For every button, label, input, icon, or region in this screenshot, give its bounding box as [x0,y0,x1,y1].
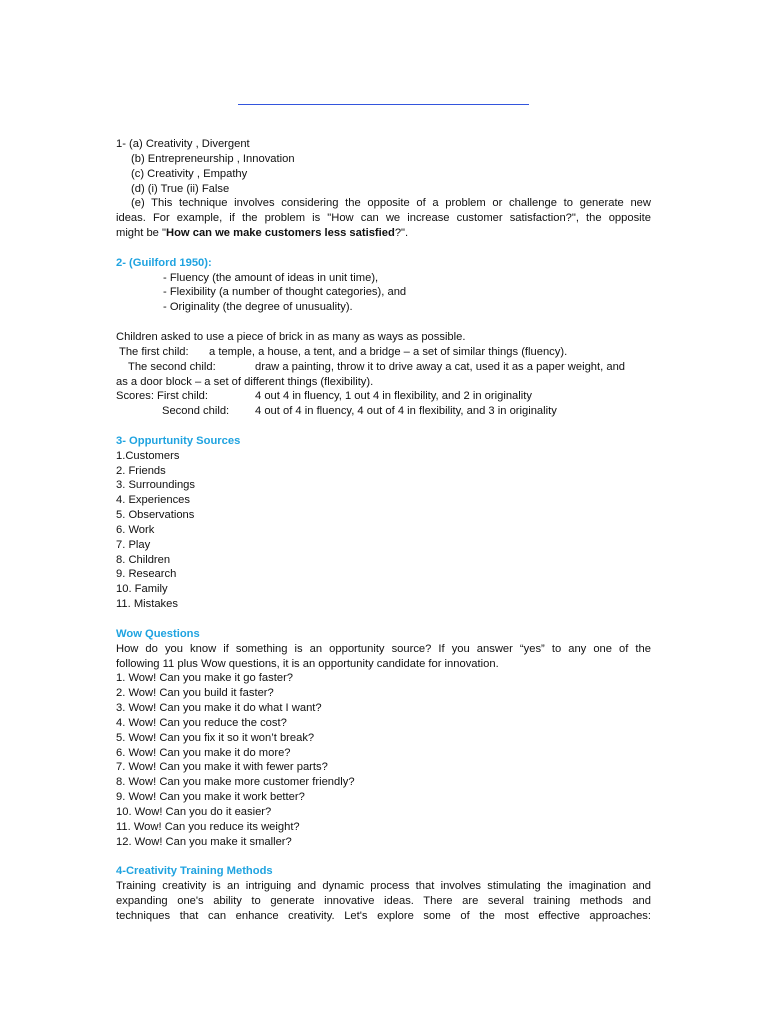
second-child-label: The second child: [128,360,216,373]
list-item: 11. Mistakes [116,598,178,611]
list-item: 4. Experiences [116,494,191,507]
scores-second-line [116,404,651,419]
answer-1d: (d) (i) True (ii) False [131,182,230,195]
guilford-item: - Flexibility (a number of thought categories), and [163,286,407,299]
document-body [116,137,651,924]
training-paragraph-line-3: techniques that can enhance creativity. Let's explore some of the most effective approaches: [116,909,651,922]
first-child-label: The first child: [119,345,189,358]
answer-1e-post: ?". [394,227,409,240]
wow-item: 4. Wow! Can you reduce the cost? [116,716,287,729]
wow-item: 11. Wow! Can you reduce its weight? [116,820,300,833]
scores-second-text: 4 out of 4 in fluency, 4 out of 4 in flexibility, and 3 in originality [255,405,557,418]
wow-item: 6. Wow! Can you make it do more? [116,746,291,759]
scores-second-label: Second child: [162,405,230,418]
scores-first-line [116,389,651,404]
second-child-line-2: as a door block – a set of different things (flexibility). [116,375,374,388]
second-child-text: draw a painting, throw it to drive away a cat, used it as a paper weight, and [255,360,626,373]
wow-item: 8. Wow! Can you make more customer friendly? [116,776,355,789]
answer-1b: (b) Entrepreneurship , Innovation [131,152,295,165]
scores-first-text: 4 out 4 in fluency, 1 out 4 in flexibility, and 2 in originality [255,390,532,403]
heading-wow-questions: Wow Questions [116,627,200,640]
wow-item: 7. Wow! Can you make it with fewer parts? [116,761,328,774]
children-intro: Children asked to use a piece of brick in as many as ways as possible. [116,330,466,343]
list-item: 2. Friends [116,464,166,477]
scores-first-label: Scores: First child: [116,390,209,403]
answer-1e-line-1: (e) This technique involves considering the opposite of a problem or challenge to generate new [131,197,651,210]
wow-item: 2. Wow! Can you build it faster? [116,687,274,700]
heading-guilford: 2- (Guilford 1950): [116,256,212,269]
first-child-text: a temple, a house, a tent, and a bridge – a set of similar things (fluency). [209,345,568,358]
list-item: 7. Play [116,538,151,551]
list-item: 8. Children [116,553,171,566]
list-item: 6. Work [116,523,155,536]
training-paragraph-line-2: expanding one's ability to generate innovative ideas. There are several training methods and [116,895,651,908]
list-item: 1.Customers [116,449,180,462]
wow-item: 9. Wow! Can you make it work better? [116,791,305,804]
heading-training-methods: 4-Creativity Training Methods [116,865,273,878]
list-item: 10. Family [116,583,168,596]
top-rule [238,104,529,105]
wow-item: 3. Wow! Can you make it do what I want? [116,702,322,715]
guilford-item: - Fluency (the amount of ideas in unit time), [163,271,379,284]
wow-item: 12. Wow! Can you make it smaller? [116,835,292,848]
first-child-line [116,345,651,360]
list-item: 5. Observations [116,509,195,522]
wow-item: 5. Wow! Can you fix it so it won’t break? [116,731,315,744]
answer-1a: 1- (a) Creativity , Divergent [116,138,250,150]
answer-1c: (c) Creativity , Empathy [131,167,248,180]
answer-1e-line-2: ideas. For example, if the problem is "How can we increase customer satisfaction?", the opposite [116,212,651,225]
list-item: 3. Surroundings [116,479,195,492]
wow-intro-line-1: How do you know if something is an opportunity source? If you answer “yes” to any one of the [116,642,651,655]
wow-item: 1. Wow! Can you make it go faster? [116,672,294,685]
wow-item: 10. Wow! Can you do it easier? [116,805,272,818]
second-child-line [116,360,651,375]
wow-intro-line-2: following 11 plus Wow questions, it is an opportunity candidate for innovation. [116,657,499,670]
heading-opportunity-sources: 3- Oppurtunity Sources [116,434,241,447]
answer-1e-line-3 [116,226,651,241]
answer-1e-bold: How can we make customers less satisfied [166,227,395,240]
guilford-item: - Originality (the degree of unusuality). [163,301,353,314]
training-paragraph-line-1: Training creativity is an intriguing and dynamic process that involves stimulating the imagination and [116,880,651,893]
answer-1e-pre: might be " [116,227,166,240]
list-item: 9. Research [116,568,177,581]
